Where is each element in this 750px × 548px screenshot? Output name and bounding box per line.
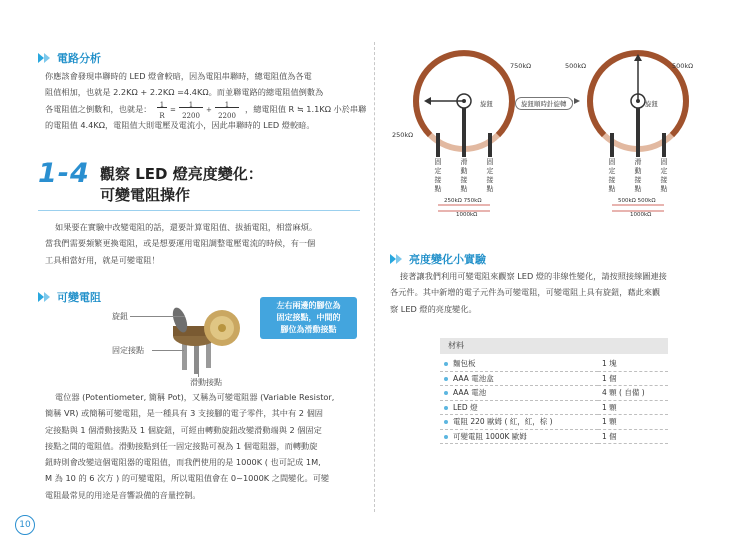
slide-leader-line xyxy=(198,368,199,377)
material-name: AAA 電池盒 xyxy=(453,373,494,383)
material-name: 可變電阻 1000K 歐姆 xyxy=(453,431,527,441)
text-line: ，總電阻值 R ≒ 1.1KΩ 小於串聯 xyxy=(245,103,367,114)
section-rule xyxy=(38,210,360,211)
fixed-leader-line xyxy=(152,350,184,351)
variable-resistor-text xyxy=(45,389,367,503)
left-dial-knob-label: 旋鈕 xyxy=(480,100,493,108)
left-dial-left-value: 250kΩ xyxy=(392,131,414,139)
left-dial-bottom-left: 250kΩ xyxy=(444,198,462,204)
bullet-icon xyxy=(444,391,448,395)
chevron-right-icon xyxy=(38,291,54,303)
pin-label-fixed: 固定接點 xyxy=(608,158,616,193)
text-line: 各元件。其中新增的電子元件為可變電阻，可變電阻上具有旋鈕，藉此來觀 xyxy=(390,287,661,298)
text-line: 如果要在實驗中改變電阻的話，還要計算電阻值、拔插電阻，相當麻煩。 xyxy=(55,222,318,232)
formula-num: 1 xyxy=(224,100,230,109)
pin-label-fixed: 固定接點 xyxy=(486,158,494,193)
material-qty: 1 顆 xyxy=(598,400,668,415)
chevron-right-icon xyxy=(38,52,54,64)
text-line: 電位器 (Potentiometer, 簡稱 Pot)，又稱為可變電阻器 (Variable Resistor, xyxy=(55,392,335,402)
section-number: 1-4 xyxy=(38,158,90,189)
bullet-icon xyxy=(444,406,448,410)
bullet-icon xyxy=(444,420,448,424)
formula-num: 1 xyxy=(159,100,165,109)
material-name: 麵包板 xyxy=(453,359,476,369)
formula-den: 2200 xyxy=(215,107,239,124)
materials-header: 材料 xyxy=(440,338,668,354)
pin-label-fixed: 固定接點 xyxy=(434,158,442,193)
bullet-icon xyxy=(444,435,448,439)
formula-num: 1 xyxy=(188,100,194,109)
text-line: 當我們需要頻繁更換電阻，或是想要運用電阻調整電壓電流的時候，有一個 xyxy=(45,238,316,249)
pin-callout xyxy=(260,297,357,339)
left-dial-top-value: 750kΩ xyxy=(510,62,532,70)
material-qty: 1 個 xyxy=(598,371,668,386)
knob-leader-line xyxy=(130,316,185,317)
chevron-right-icon xyxy=(390,253,406,265)
page-number: 10 xyxy=(15,515,35,535)
material-name: AAA 電池 xyxy=(453,388,487,398)
materials-table xyxy=(440,357,668,444)
intro-text xyxy=(45,219,365,268)
table-row xyxy=(440,386,668,401)
text-line: 接著讓我們利用可變電阻來觀察 LED 燈的非線性變化，請按照接線圖連接 xyxy=(400,271,667,281)
text-line: 定接點與 1 個滑動接點及 1 個旋鈕，可經由轉動旋鈕改變滑動端與 2 個固定 xyxy=(45,424,322,435)
formula-plus: + xyxy=(206,105,212,114)
text-line: 察 LED 燈的亮度變化。 xyxy=(390,303,477,314)
pin-label-fixed: 固定接點 xyxy=(660,158,668,193)
pin-label-slide: 滑動接點 xyxy=(634,158,642,193)
left-dial-bottom-values xyxy=(444,198,482,204)
bullet-icon xyxy=(444,377,448,381)
fixed-contact-label: 固定接點 xyxy=(112,346,144,355)
experiment-title: 亮度變化小實驗 xyxy=(409,253,486,266)
rotate-clockwise-label: 旋鈕順時針旋轉 xyxy=(515,97,573,110)
experiment-text xyxy=(390,268,715,317)
variable-resistor-title: 可變電阻 xyxy=(57,291,101,304)
potentiometer-diagram xyxy=(380,45,720,225)
right-dial-bottom-left: 500kΩ xyxy=(618,198,636,204)
variable-resistor-heading xyxy=(38,289,101,305)
right-dial-bottom-right: 500kΩ xyxy=(637,198,656,204)
text-line: M 為 10 的 6 次方 ) 的可變電阻，所以電阻值會在 0~1000K 之間變化。可變 xyxy=(45,473,330,484)
right-dial-total: 1000kΩ xyxy=(630,212,652,218)
circuit-analysis-text xyxy=(45,68,365,133)
potentiometer-illustration xyxy=(150,300,260,380)
experiment-heading xyxy=(390,251,486,267)
right-dial-top-left-value: 500kΩ xyxy=(565,62,587,70)
section-title-line: 觀察 LED 燈亮度變化： xyxy=(100,165,263,183)
left-dial-bottom-right: 750kΩ xyxy=(463,198,482,204)
callout-line: 左右兩邊的腳位為 xyxy=(276,301,341,310)
pin-label-slide: 滑動接點 xyxy=(460,158,468,193)
table-row xyxy=(440,357,668,371)
formula-den: R xyxy=(157,107,167,124)
slide-contact-label: 滑動接點 xyxy=(190,378,222,387)
material-name: LED 燈 xyxy=(453,402,478,412)
knob-label: 旋鈕 xyxy=(112,312,128,321)
formula-den: 2200 xyxy=(179,107,203,124)
section-title-line: 可變電阻操作 xyxy=(100,186,191,204)
text-line: 的電阻值 4.4KΩ，電阻值大則電壓及電流小，因此串聯時的 LED 燈較暗。 xyxy=(45,119,315,130)
callout-line: 腳位為滑動接點 xyxy=(280,325,337,334)
material-qty: 1 塊 xyxy=(598,357,668,371)
right-dial-bottom-values xyxy=(618,198,656,204)
page-divider xyxy=(374,42,376,512)
callout-line: 固定接點，中間的 xyxy=(276,313,341,322)
right-dial-top-right-value: 500kΩ xyxy=(672,62,694,70)
material-qty: 1 個 xyxy=(598,429,668,444)
text-line: 鈕時則會改變這個電阻器的電阻值，而我們使用的是 1000K ( 也可記成 1M, xyxy=(45,457,321,468)
text-line: 各電阻值之倒數和，也就是： xyxy=(45,103,152,114)
circuit-analysis-heading xyxy=(38,50,101,66)
section-title xyxy=(100,164,263,206)
formula-line xyxy=(45,100,367,120)
text-line: 工具相當好用，就是可變電阻！ xyxy=(45,254,160,265)
table-row xyxy=(440,400,668,415)
right-dial-knob-label: 旋鈕 xyxy=(645,100,658,108)
table-row xyxy=(440,415,668,430)
text-line: 接點之間的電阻值。滑動接點到任一固定接點可視為 1 個電阻器，而轉動旋 xyxy=(45,440,318,451)
material-name: 電阻 220 歐姆 ( 紅，紅，棕 ) xyxy=(453,417,553,427)
bullet-icon xyxy=(444,362,448,366)
left-dial-total: 1000kΩ xyxy=(456,212,478,218)
text-line: 阻值相加，也就是 2.2KΩ + 2.2KΩ =4.4KΩ。而並聯電路的總電阻值倒數為 xyxy=(45,87,324,98)
formula-eq: = xyxy=(170,105,176,114)
material-qty: 4 顆 ( 自備 ) xyxy=(598,386,668,401)
text-line: 電阻最常見的用途是音響設備的音量控制。 xyxy=(45,489,201,500)
material-qty: 1 顆 xyxy=(598,415,668,430)
table-row xyxy=(440,371,668,386)
table-row xyxy=(440,429,668,444)
text-line: 你應該會發現串聯時的 LED 燈會較暗，因為電阻串聯時，總電阻值為各電 xyxy=(45,71,312,81)
text-line: 簡稱 VR) 或簡稱可變電阻，是一種具有 3 支接腳的電子零件，其中有 2 個固 xyxy=(45,408,323,419)
circuit-analysis-title: 電路分析 xyxy=(57,52,101,65)
